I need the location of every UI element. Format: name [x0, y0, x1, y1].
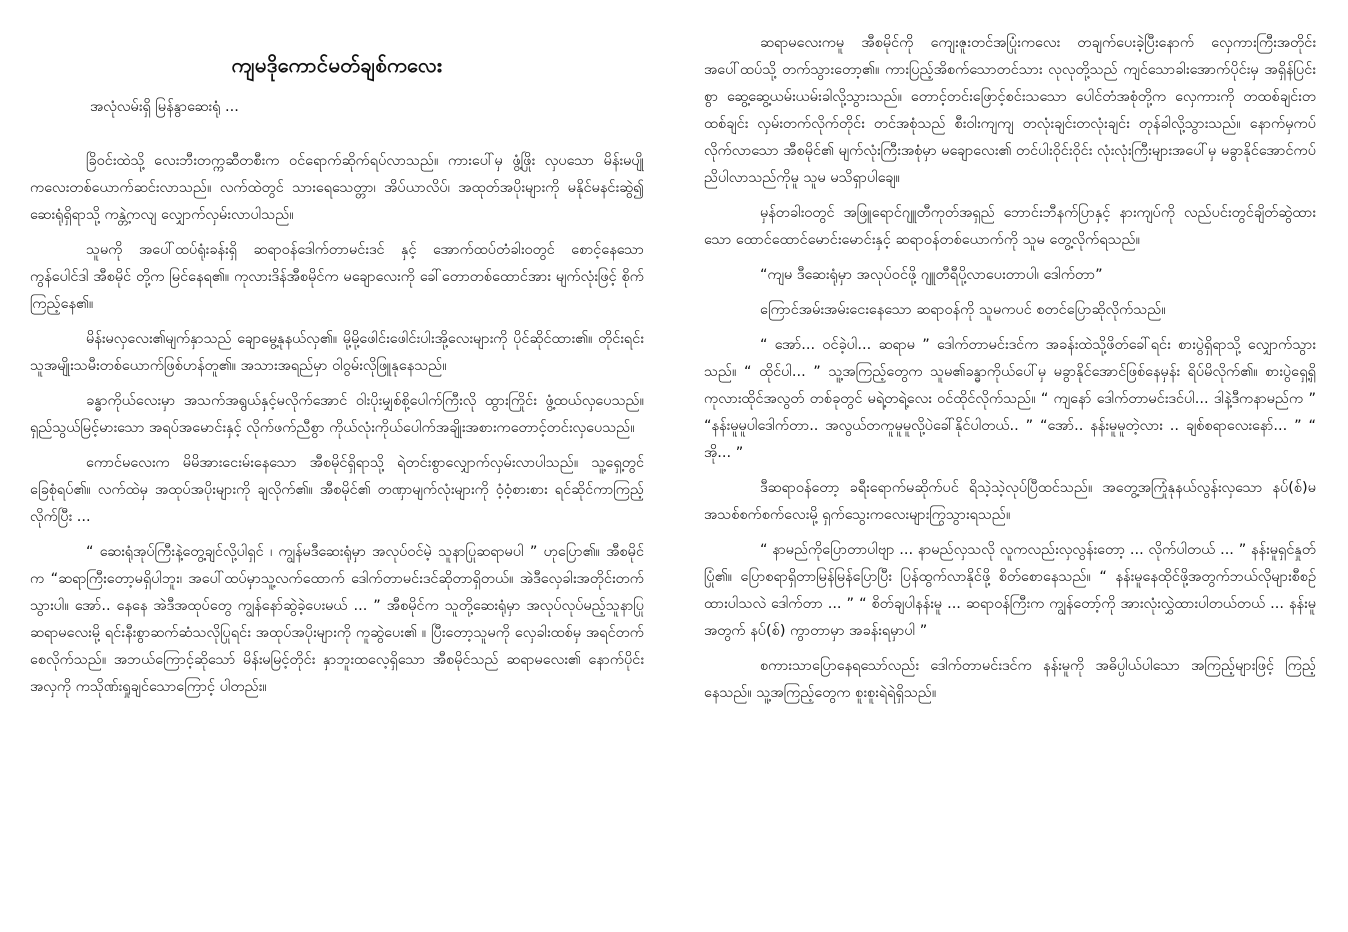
chapter-title: ကျမဒိုကောင်မတ်ချစ်ကလေး: [231, 53, 443, 77]
opening-line: အလုံလမ်းရှိ မြန်နွာဆေးရုံ ...: [90, 99, 239, 115]
left-page: [30, 30, 644, 912]
left-paragraph: ကောင်မလေးက မိမိအားငေးမ်းနေသော အီစမိုင်ရှိရာသို့ ရဲတင်းစွာလျှောက်လှမ်းလာပါသည်။ သူ့ရှေ့တွင် ခြေစုံရပ်၏။ လက်ထဲမှ အထုပ်အပိုးများကို ချလိုက်၏။ အီစမိုင်၏ တဏှာမျက်လုံးများကို ဝံ့ဝံ့စားစား ရင်ဆိုင်ကာကြည့်လိုက်ပြီး ...: [30, 455, 644, 525]
right-paragraph: ဒီဆရာဝန်တော့ ခရီးရောက်မဆိုက်ပင် ရိသဲ့သဲ့လုပ်ပြီထင်သည်။ အတွေ့အကြုံနုနယ်လွန်းလှသော နပ်(စ်)မအသစ်စက်စက်လေးမို့ ရှက်သွေးကလေးများကြွသွားရသည်။: [704, 480, 1316, 523]
right-paragraph: စကားသာပြောနေရသော်လည်း ဒေါက်တာမင်းဒင်က နန်းမူကို အဓိပ္ပါယ်ပါသော အကြည့်များဖြင့် ကြည့်နေသည်။ သူ့အကြည့်တွေက စူးစူးရဲရဲရှိသည်။: [704, 658, 1316, 701]
right-page: [704, 30, 1316, 912]
right-paragraph: မှန်တခါးဝတွင် အဖြူရောင်ဂျူတီကုတ်အရှည် ဘောင်းဘီနက်ပြာနှင့် နားကျပ်ကို လည်ပင်းတွင်ချိတ်ဆွဲထားသော ထောင်ထောင်မောင်းမောင်းနှင့် ဆရာဝန်တစ်ယောက်ကို သူမ တွေ့လိုက်ရသည်။: [704, 205, 1316, 248]
right-paragraph: ကြောင်အမ်းအမ်းငေးနေသော ဆရာဝန်ကို သူမကပင် စတင်ပြောဆိုလိုက်သည်။: [760, 302, 1166, 318]
left-paragraph: ခန္ဓာကိုယ်လေးမှာ အသက်အရွယ်နှင့်မလိုက်အောင် ဝါးပိုးမျှစ်စို့ပေါက်ကြီးလို ထွားကြိုင်း ဖွံ့ထယ်လှပေသည်။ ရှည်သွယ်မြင့်မားသော အရပ်အမောင်းနှင့် လိုက်ဖက်ညီစွာ ကိုယ်လုံးကိုယ်ပေါက်အချိုးအစားကတောင့်တင်းလှပေသည်။: [30, 393, 644, 436]
left-paragraph: သူမကို အပေါ်ထပ်ရုံးခန်းရှိ ဆရာဝန်ဒေါက်တာမင်းဒင် နှင့် အောက်ထပ်တံခါးဝတွင် စောင့်နေသော ကွန်ပေါင်ဒါ အီစမိုင် တို့က မြင်နေရ၏။ ကုလားဒိန်အီစမိုင်က မချောလေးကို ခေါ်တောတစ်ထောင်အား မျက်လုံးဖြင့် စိုက်ကြည့်နေ၏။: [30, 242, 644, 312]
right-paragraph: “ အော်... ဝင်ခဲ့ပါ... ဆရာမ ” ဒေါက်တာမင်းဒင်က အခန်းထဲသို့ဖိတ်ခေါ်ရင်း စားပွဲရှိရာသို့ လျှောက်သွားသည်။ “ ထိုင်ပါ... ” သူ့အကြည့်တွေက သူမ၏ခန္ဓာကိုယ်ပေါ်မှ မခွာနိုင်အောင်ဖြစ်နေမှန်း ရိပ်မိလိုက်၏။ စားပွဲရှေ့ရှိ ကုလားထိုင်အလွတ် တစ်ခုတွင် မရဲ့တရဲ့လေး ဝင်ထိုင်လိုက်သည်။ “ ကျနော် ဒေါက်တာမင်းဒင်ပါ... ဒါနဲ့ဒီကနာမည်က ” “နန်းမူမူပါဒေါက်တာ.. အလွယ်တကူမူမူလို့ပဲခေါ်နိုင်ပါတယ်.. ” “အော်.. နန်းမူမူတဲ့လား .. ချစ်စရာလေးနော်... ” “ အို... ”: [704, 337, 1316, 461]
left-paragraph: “ ဆေးရုံအုပ်ကြီးနဲ့တွေ့ချင်လို့ပါရှင် ၊ ကျွန်မဒီဆေးရုံမှာ အလုပ်ဝင်မဲ့ သူနာပြုဆရာမပါ ” ဟုပြော၏။ အီစမိုင်က “ဆရာကြီးတော့မရှိပါဘူး၊ အပေါ်ထပ်မှာသူ့လက်ထောက် ဒေါက်တာမင်းဒင်ဆိုတာရှိတယ်။ အဲဒီလှေခါးအတိုင်းတက်သွားပါ။ အော်.. နေနေ အဲဒီအထုပ်တွေ ကျွန်နော်ဆွဲခဲ့ပေးမယ် ... ” အီစမိုင်က သူတို့ဆေးရုံမှာ အလုပ်လုပ်မည့်သူနာပြုဆရာမလေးမို့ ရင်းနီးစွာဆက်ဆံသလိုပြုရင်း အထုပ်အပိုးများကို ကူဆွဲပေး၏ ။ ပြီးတော့သူမကို လှေခါးထစ်မှ အရင်တက်စေလိုက်သည်။ အဘယ်ကြောင့်ဆိုသော် မိန်းမမြင့်တိုင်း နှာဘူးထလေ့ရှိသော အီစမိုင်သည် ဆရာမလေး၏ နောက်ပိုင်းအလှကို ကသိုဏ်းရှုချင်သောကြောင့် ပါတည်း။: [30, 544, 644, 695]
right-paragraph: ဆရာမလေးကမူ အီစမိုင်ကို ကျေးဇူးတင်အပြုံးကလေး တချက်ပေးခဲ့ပြီးနောက် လှေကားကြီးအတိုင်း အပေါ်ထပ်သို့ တက်သွားတော့၏။ ကားပြည့်အိစက်သောတင်သား လုလုတို့သည် ကျင်သောခါးအောက်ပိုင်းမှ အရှိန်ပြင်းစွာ ဆွေ့ဆွေ့ယမ်းယမ်းခါလို့သွားသည်။ တောင့်တင်းဖြောင့်စင်းသသော ပေါင်တံအစုံတို့က လှေကားကို တထစ်ချင်းတထစ်ချင်း လှမ်းတက်လိုက်တိုင်း တင်အစုံသည် စီးဝါးကျကျ တလုံးချင်းတလုံးချင်း တုန်ခါလို့သွားသည်။ နောက်မှကပ်လိုက်လာသော အီစမိုင်၏ မျက်လုံးကြီးအစုံမှာ မချောလေး၏ တင်ပါးဝိုင်းဝိုင်း လုံးလုံးကြီးများအပေါ်မှ မခွာနိုင်အောင်ကပ်ညိပါလာသည်ကိုမူ သူမ မသိရှာပါချေ။: [704, 35, 1316, 186]
right-paragraph: “ကျမ ဒီဆေးရုံမှာ အလုပ်ဝင်ဖို့ ဂျူတီရီပို့လာပေးတာပါ၊ ဒေါက်တာ”: [760, 267, 1103, 283]
right-paragraph: “ နာမည်ကိုပြောတာပါဗျာ ... နာမည်လှသလို လူကလည်းလှလွန်းတော့ ... လိုက်ပါတယ် ... ” နန်းမူရှင်နှုတ်ပြုံ၏။ ပြောစရာရှိတာမြန်မြန်ပြောပြီး ပြန်ထွက်လာနိုင်ဖို့ စိတ်စောနေသည်။ “ နန်းမူနေထိုင်ဖို့အတွက်ဘယ်လိုများစီစဉ်ထားပါသလဲ ဒေါက်တာ ... ” “ စိတ်ချပါနန်းမူ ... ဆရာဝန်ကြီးက ကျွန်တော့်ကို အားလုံးလွှဲထားပါတယ်တယ် ... နန်းမူအတွက် နပ်(စ်) ကွာတာမှာ အခန်းရမှာပါ ”: [704, 542, 1316, 639]
left-paragraph: မိန်းမလှလေး၏မျက်နှာသည် ချောမွေ့နုနယ်လှ၏။ မို့မို့ဖေါင်းဖေါင်းပါးအို့လေးများကို ပိုင်ဆိုင်ထား၏။ တိုင်းရင်းသူအမျိုးသမီးတစ်ယောက်ဖြစ်ဟန်တူ၏။ အသားအရည်မှာ ဝါဝွမ်းလိုဖြူနုနေသည်။: [30, 331, 644, 374]
left-paragraph: ခြိဝင်းထဲသို့ လေးဘီးတက္ကဆီတစီးက ဝင်ရောက်ဆိုက်ရပ်လာသည်။ ကားပေါ်မှ ဖွံ့ဖြိုး လှပသော မိန်းမပျိုကလေးတစ်ယောက်ဆင်းလာသည်။ လက်ထဲတွင် သားရေသေတ္တာ၊ အိပ်ယာလိပ်၊ အထုတ်အပိုးများကို မနိုင်မနင်းဆွဲ၍ ဆေးရုံရှိရာသို့ ကန္တဲ့ကလျ လျှောက်လှမ်းလာပါသည်။: [30, 153, 644, 223]
